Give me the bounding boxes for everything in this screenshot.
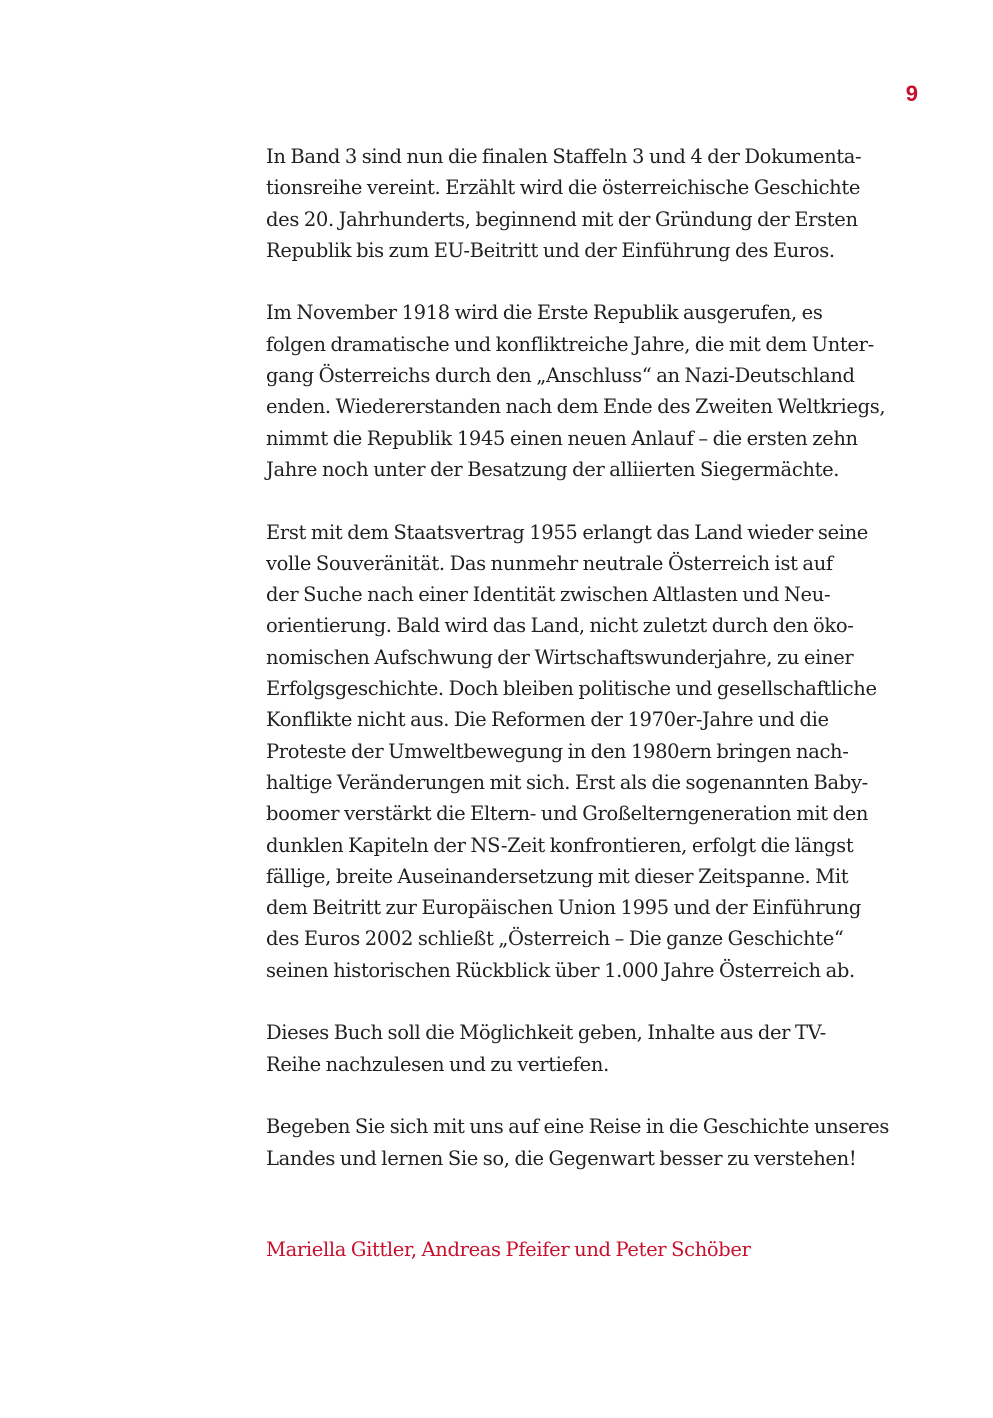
text-line: Jahre noch unter der Besatzung der alliierten Siegermächte. bbox=[266, 457, 840, 481]
text-line: fällige, breite Auseinandersetzung mit dieser Zeitspanne. Mit bbox=[266, 864, 849, 888]
text-line: des Euros 2002 schließt „Österreich – Die ganze Geschichte“ bbox=[266, 927, 844, 951]
paragraph-first-republic bbox=[266, 297, 926, 485]
text-line: nomischen Aufschwung der Wirtschaftswunderjahre, zu einer bbox=[266, 645, 854, 669]
text-line: orientierung. Bald wird das Land, nicht zuletzt durch den öko- bbox=[266, 614, 854, 638]
text-line: enden. Wiedererstanden nach dem Ende des Zweiten Weltkriegs, bbox=[266, 395, 886, 419]
text-line: nimmt die Republik 1945 einen neuen Anlauf – die ersten zehn bbox=[266, 426, 858, 450]
paragraph-book-purpose bbox=[266, 1017, 926, 1080]
page-number: 9 bbox=[905, 81, 918, 106]
text-line: volle Souveränität. Das nunmehr neutrale Österreich ist auf bbox=[266, 551, 833, 575]
text-line: folgen dramatische und konfliktreiche Jahre, die mit dem Unter- bbox=[266, 332, 874, 356]
text-line: tionsreihe vereint. Erzählt wird die österreichische Geschichte bbox=[266, 176, 861, 200]
body-text bbox=[266, 141, 926, 1205]
text-line: dunklen Kapiteln der NS-Zeit konfrontieren, erfolgt die längst bbox=[266, 833, 854, 857]
author-signature: Mariella Gittler, Andreas Pfeifer und Peter Schöber bbox=[266, 1238, 751, 1261]
text-line: haltige Veränderungen mit sich. Erst als die sogenannten Baby- bbox=[266, 770, 868, 794]
text-line: des 20. Jahrhunderts, beginnend mit der Gründung der Ersten bbox=[266, 207, 858, 231]
text-line: Republik bis zum EU-Beitritt und der Einführung des Euros. bbox=[266, 238, 835, 262]
text-line: dem Beitritt zur Europäischen Union 1995 und der Einführung bbox=[266, 896, 861, 920]
text-line: gang Österreichs durch den „Anschluss“ an Nazi-Deutschland bbox=[266, 364, 855, 388]
text-line: In Band 3 sind nun die finalen Staffeln 3 und 4 der Dokumenta- bbox=[266, 145, 862, 168]
text-line: Dieses Buch soll die Möglichkeit geben, Inhalte aus der TV- bbox=[266, 1021, 826, 1045]
text-line: Im November 1918 wird die Erste Republik ausgerufen, es bbox=[266, 301, 823, 325]
text-line: Landes und lernen Sie so, die Gegenwart besser zu verstehen! bbox=[266, 1146, 857, 1170]
text-line: Erst mit dem Staatsvertrag 1955 erlangt das Land wieder seine bbox=[266, 520, 869, 544]
paragraph-second-republic bbox=[266, 517, 926, 986]
paragraph-invitation bbox=[266, 1111, 926, 1174]
text-line: Proteste der Umweltbewegung in den 1980ern bringen nach- bbox=[266, 739, 849, 763]
text-line: der Suche nach einer Identität zwischen Altlasten und Neu- bbox=[266, 583, 831, 607]
text-line: seinen historischen Rückblick über 1.000 Jahre Österreich ab. bbox=[266, 958, 855, 982]
paragraph-intro bbox=[266, 141, 926, 266]
text-line: Begeben Sie sich mit uns auf eine Reise in die Geschichte unseres bbox=[266, 1115, 890, 1139]
text-line: Reihe nachzulesen und zu vertiefen. bbox=[266, 1052, 609, 1076]
text-line: Erfolgsgeschichte. Doch bleiben politische und gesellschaftliche bbox=[266, 677, 877, 701]
text-line: boomer verstärkt die Eltern- und Großelterngeneration mit den bbox=[266, 802, 869, 826]
text-line: Konflikte nicht aus. Die Reformen der 1970er-Jahre und die bbox=[266, 708, 829, 732]
